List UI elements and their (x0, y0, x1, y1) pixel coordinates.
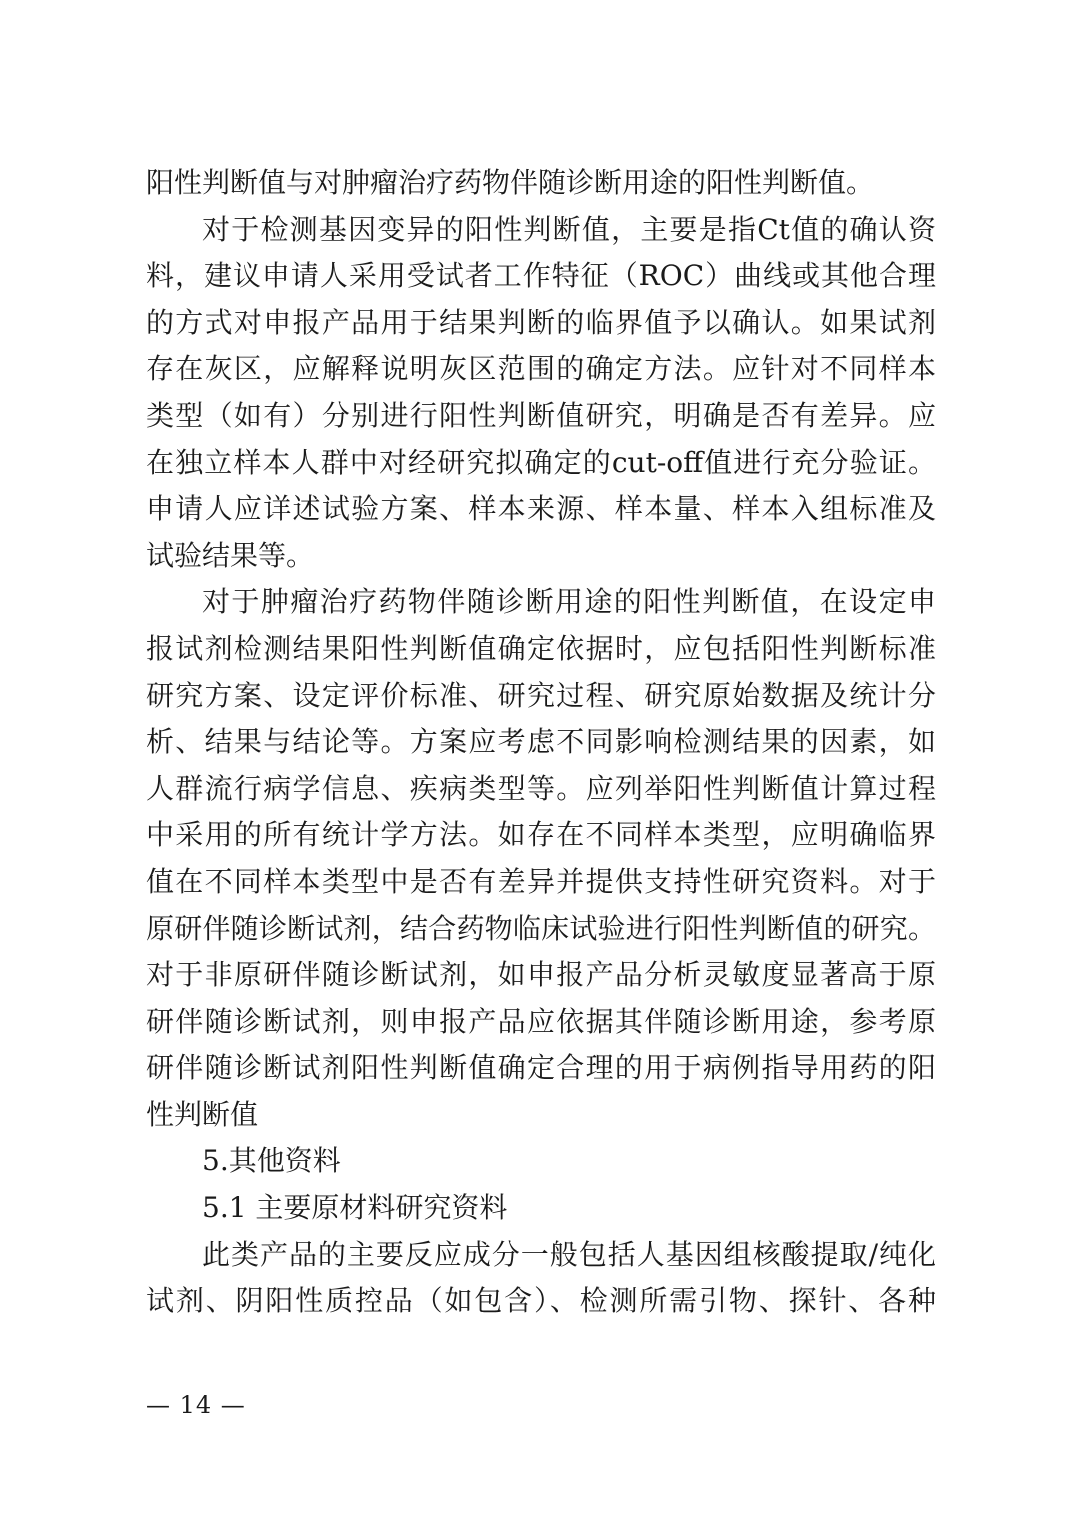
paragraph-line: 的方式对申报产品用于结果判断的临界值予以确认。如果试剂 (146, 305, 936, 339)
paragraph-line: 对于肿瘤治疗药物伴随诊断用途的阳性判断值，在设定申 (202, 585, 936, 619)
subsection-heading: 5.1 主要原材料研究资料 (202, 1191, 508, 1225)
paragraph-line: 此类产品的主要反应成分一般包括人基因组核酸提取/纯化 (202, 1237, 936, 1271)
paragraph-line: 性判断值 (146, 1097, 259, 1131)
paragraph-line: 申请人应详述试验方案、样本来源、样本量、样本入组标准及 (146, 492, 936, 526)
paragraph-line: 对于检测基因变异的阳性判断值，主要是指Ct值的确认资 (202, 212, 936, 246)
paragraph-line: 研伴随诊断试剂阳性判断值确定合理的用于病例指导用药的阳 (146, 1051, 936, 1085)
paragraph-line: 阳性判断值与对肿瘤治疗药物伴随诊断用途的阳性判断值。 (146, 166, 875, 199)
paragraph-line: 中采用的所有统计学方法。如存在不同样本类型，应明确临界 (146, 818, 936, 852)
paragraph-line: 研伴随诊断试剂，则申报产品应依据其伴随诊断用途，参考原 (146, 1004, 936, 1038)
paragraph-line: 报试剂检测结果阳性判断值确定依据时，应包括阳性判断标准 (146, 631, 936, 665)
document-body (146, 160, 936, 1325)
paragraph-line: 研究方案、设定评价标准、研究过程、研究原始数据及统计分 (146, 678, 936, 712)
paragraph-line: 在独立样本人群中对经研究拟确定的cut-off值进行充分验证。 (146, 445, 936, 479)
section-heading: 5.其他资料 (202, 1144, 341, 1178)
paragraph-line: 对于非原研伴随诊断试剂，如申报产品分析灵敏度显著高于原 (146, 958, 936, 992)
paragraph-line: 原研伴随诊断试剂，结合药物临床试验进行阳性判断值的研究。 (146, 911, 936, 945)
paragraph-line: 试剂、阴阳性质控品（如包含）、检测所需引物、探针、各种 (146, 1284, 936, 1318)
paragraph-line: 类型（如有）分别进行阳性判断值研究，明确是否有差异。应 (146, 398, 936, 432)
paragraph-line: 析、结果与结论等。方案应考虑不同影响检测结果的因素，如 (146, 725, 936, 759)
paragraph-line: 料，建议申请人采用受试者工作特征（ROC）曲线或其他合理 (146, 259, 936, 293)
paragraph-line: 人群流行病学信息、疾病类型等。应列举阳性判断值计算过程 (146, 771, 936, 805)
paragraph-line: 存在灰区，应解释说明灰区范围的确定方法。应针对不同样本 (146, 352, 936, 386)
paragraph-line: 值在不同样本类型中是否有差异并提供支持性研究资料。对于 (146, 864, 936, 898)
page-number: — 14 — (146, 1391, 246, 1419)
paragraph-line: 试验结果等。 (146, 538, 315, 572)
